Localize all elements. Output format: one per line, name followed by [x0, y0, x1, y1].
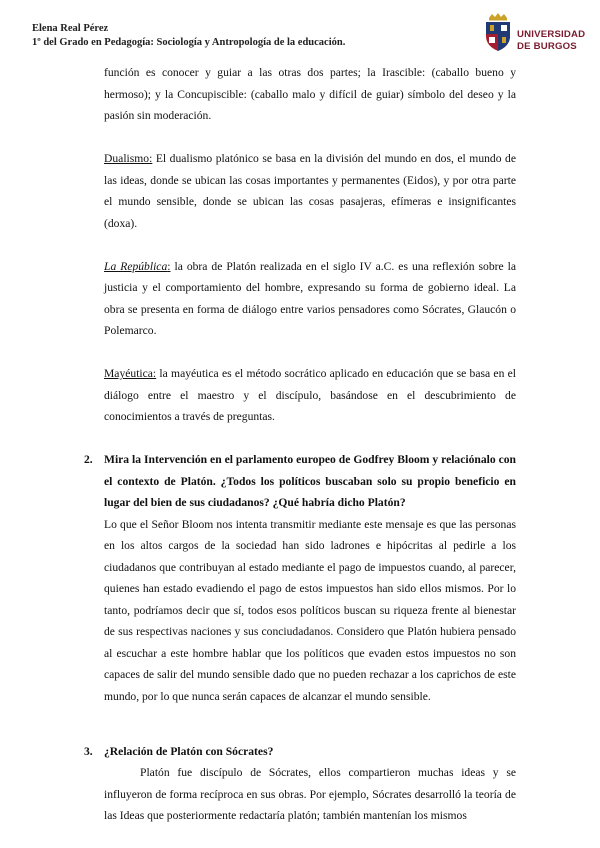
university-name — [517, 29, 585, 53]
paragraph-dualismo — [104, 148, 516, 234]
course-name: 1º del Grado en Pedagogía: Sociología y Antropología de la educación. — [32, 37, 346, 48]
question-3-answer: Platón fue discípulo de Sócrates, ellos compartieron muchas ideas y se influyeron de forma recíproca en sus obras. Por ejemplo, Sócrates desarrolló la teoría de las Ideas que posteriormente redactaría platón; también mantenían los mismos — [104, 766, 516, 822]
document-body — [84, 62, 516, 827]
university-name-line2: DE BURGOS — [517, 41, 577, 52]
term-republica-colon: : — [167, 259, 171, 273]
question-2-number: 2. — [84, 453, 93, 466]
question-3 — [84, 741, 516, 827]
university-logo — [483, 12, 586, 56]
term-mayeutica: Mayéutica: — [104, 367, 157, 380]
question-2-answer: Lo que el Señor Bloom nos intenta transmitir mediante este mensaje es que las personas en los altos cargos de la sociedad han sido ladrones e hipócritas al pedirle a los ciudadanos que contribuyan al estado mediante el pago de impuestos cuando, al parecer, quienes han estado evadiendo el pago de estos impuestos han sido ellos mismos. Por lo tanto, podríamos decir que sí, todos esos políticos buscan su riqueza frente al bienestar de sus respectivas naciones y sus conciudadanos. Considero que Platón hubiera pensado al escuchar a este hombre hablar que los políticos que evaden estos impuestos no son capaces de salir del mundo sensible dado que no pueden rechazar a los caprichos de este mundo, por lo que nunca serán capaces de alcanzar el mundo sensible. — [104, 517, 516, 703]
paragraph-horses: función es conocer y guiar a las otras dos partes; la Irascible: (caballo bueno y hermoso); y la Concupiscible: (caballo malo y difícil de guiar) símbolo del deseo y la pasión sin moderación. — [104, 66, 516, 122]
definition-dualismo: El dualismo platónico se basa en la división del mundo en dos, el mundo de las ideas, donde se ubican las cosas importantes y permanentes (Eidos), y por otra parte el mundo sensible, donde se ubican las cosas pasajeras, efímeras e insignificantes (doxa). — [104, 152, 516, 230]
paragraph-mayeutica — [104, 363, 516, 428]
question-3-title: ¿Relación de Platón con Sócrates? — [104, 744, 274, 758]
question-3-number: 3. — [84, 744, 93, 758]
question-2-title: Mira la Intervención en el parlamento europeo de Godfrey Bloom y relaciónalo con el contexto de Platón. ¿Todos los políticos buscaban solo su propio beneficio en lugar del bien de sus ciudadanos? ¿Qué habría dicho Platón? — [104, 453, 516, 509]
university-name-line1: UNIVERSIDAD — [517, 29, 586, 40]
paragraph-republica — [104, 256, 516, 342]
term-republica: La República — [104, 259, 168, 273]
term-dualismo: Dualismo: — [104, 152, 153, 165]
definition-mayeutica: la mayéutica es el método socrático aplicado en educación que se basa en el diálogo entre el maestro y el discípulo, basándose en el descubrimiento de conocimientos a través de preguntas. — [104, 367, 516, 423]
page-header — [32, 22, 345, 50]
question-2 — [84, 449, 516, 707]
shield-icon — [483, 12, 513, 52]
definition-republica: la obra de Platón realizada en el siglo IV a.C. es una reflexión sobre la justicia y el comportamiento del hombre, expresando su forma de gobierno ideal. La obra se presenta en forma de diálogo entre varios pensadores como Sócrates, Glaucón o Polemarco. — [104, 259, 516, 337]
author-name: Elena Real Pérez — [32, 23, 109, 34]
